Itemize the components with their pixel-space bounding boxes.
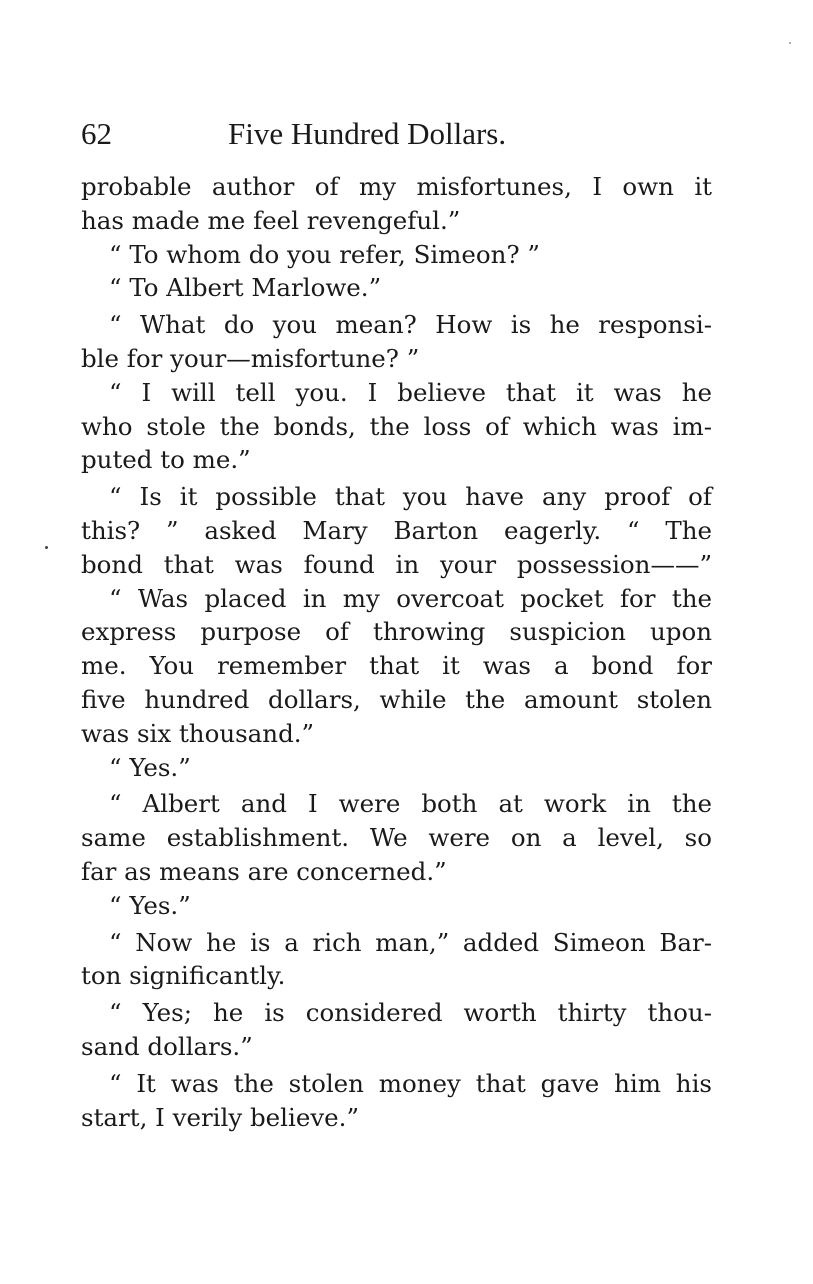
- text-line: probable author of my misfortunes, I own it: [81, 172, 712, 201]
- paper-speck: [789, 42, 791, 44]
- text-line: start, I verily believe.”: [81, 1102, 359, 1132]
- running-title: Five Hundred Dollars.: [228, 116, 507, 151]
- text-line: same establishment. We were on a level, so: [81, 823, 712, 853]
- text-line: bond that was found in your possession——”: [81, 549, 712, 579]
- text-line: puted to me.”: [81, 445, 251, 475]
- text-line: has made me feel revengeful.”: [81, 205, 461, 235]
- text-line: “ To Albert Marlowe.”: [109, 273, 382, 303]
- text-line: “ Now he is a rich man,” added Simeon Bar-: [109, 927, 712, 957]
- text-line: “ Albert and I were both at work in the: [109, 789, 712, 819]
- text-line: five hundred dollars, while the amount stolen: [81, 684, 712, 714]
- page-number: 62: [81, 116, 112, 151]
- body-text: [81, 170, 712, 1134]
- text-line: ble for your—misfortune? ”: [81, 343, 420, 373]
- text-line: this? ” asked Mary Barton eagerly. “ The: [81, 515, 712, 545]
- text-line: “ What do you mean? How is he responsi-: [109, 310, 712, 340]
- text-line: “ Yes; he is considered worth thirty thou-: [109, 998, 712, 1028]
- text-line: sand dollars.”: [81, 1031, 253, 1061]
- text-line: “ To whom do you refer, Simeon? ”: [109, 239, 540, 269]
- text-line: far as means are concerned.”: [81, 856, 447, 886]
- text-line: me. You remember that it was a bond for: [81, 651, 712, 681]
- text-line: who stole the bonds, the loss of which was im-: [81, 411, 712, 441]
- text-line: “ I will tell you. I believe that it was he: [109, 377, 712, 407]
- text-line: “ Yes.”: [109, 890, 191, 920]
- page-header: [81, 114, 721, 154]
- text-line: “ Is it possible that you have any proof of: [109, 482, 712, 512]
- text-line: was six thousand.”: [81, 718, 315, 748]
- text-line: “ It was the stolen money that gave him his: [109, 1068, 712, 1098]
- text-line: express purpose of throwing suspicion upon: [81, 617, 712, 647]
- text-line: ton significantly.: [81, 961, 286, 991]
- text-line: “ Yes.”: [109, 752, 191, 782]
- text-line: “ Was placed in my overcoat pocket for the: [109, 583, 712, 613]
- paper-speck: [45, 546, 48, 549]
